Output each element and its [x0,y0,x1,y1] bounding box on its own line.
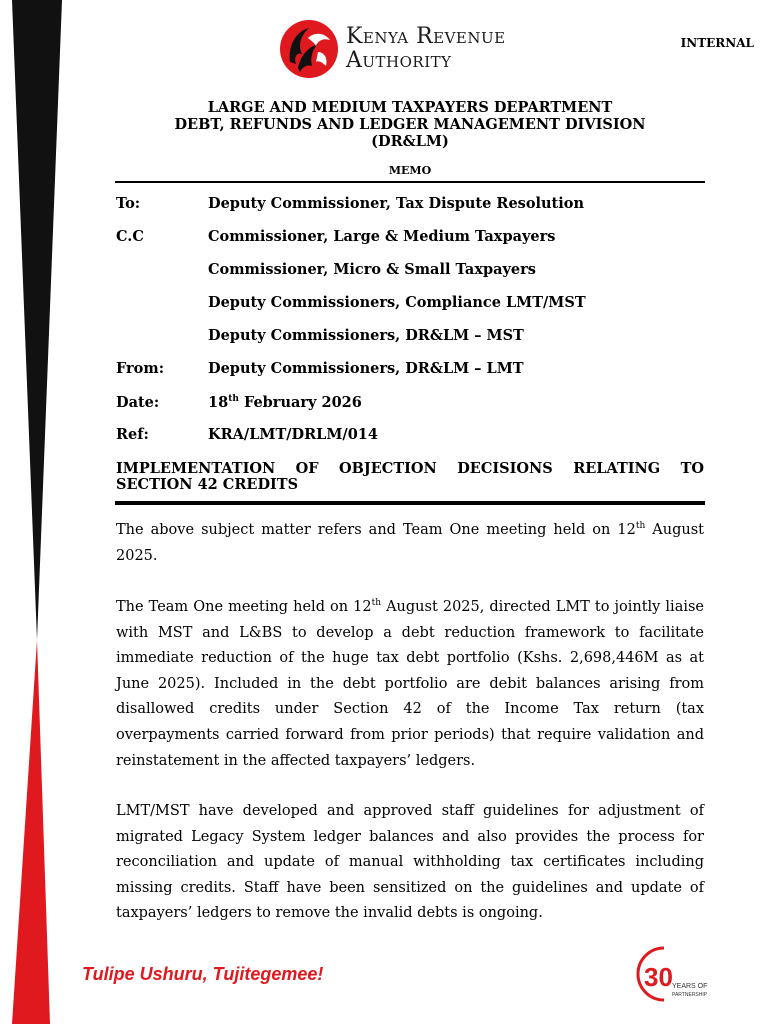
memo-heading: MEMO [388,164,432,177]
body-paragraph-2 [116,595,704,774]
to-value: Deputy Commissioner, Tax Dispute Resolution [208,195,584,212]
cc-label: C.C [116,228,144,245]
cc-value-4: Deputy Commissioners, DR&LM – MST [208,327,524,344]
logo-line-2: Authority [346,48,452,73]
p2-text-a: The Team One meeting held on 12 [116,599,372,615]
ref-label: Ref: [116,426,149,443]
badge-number: 30 [644,962,673,992]
footer-slogan: Tulipe Ushuru, Tujitegemee! [82,964,324,984]
from-label: From: [116,360,165,377]
subject-divider [115,501,705,505]
badge-text-1: YEARS OF [672,983,708,990]
cc-value-3: Deputy Commissioners, Compliance LMT/MST [208,294,586,311]
p2-ordinal: th [371,598,382,609]
cc-value-2: Commissioner, Micro & Small Taxpayers [208,261,536,278]
date-day: 18 [208,394,229,411]
left-decorative-stripe [0,0,70,1024]
body-paragraph-3: LMT/MST have developed and approved staff guidelines for adjustment of migrated Legacy System ledger balances and also provides the process for reconciliation and update of manual withholding tax certificates including missing credits. Staff have been sensitized on the guidelines and update of taxpayers’ ledgers to remove the invalid debts is ongoing. [116,803,704,922]
from-value: Deputy Commissioners, DR&LM – LMT [208,360,524,377]
kra-logo [278,18,506,80]
memo-subject: IMPLEMENTATION OF OBJECTION DECISIONS RELATING TO SECTION 42 CREDITS [116,460,704,493]
header-divider [115,181,705,183]
date-ordinal: th [228,394,239,405]
p1-text-b: August 2025. [116,522,704,564]
date-label: Date: [116,394,160,411]
p2-text-b: August 2025, directed LMT to jointly liaise with MST and L&BS to develop a debt reduction framework to facilitate immediate reduction of the huge tax debt portfolio (Kshs. 2,698,446M as at June 2025). Included in the debt portfolio are debit balances arising from disallowed credits under Section 42 of the Income Tax return (tax overpayments carried forward from prior periods) that require validation and reinstatement in the affected taxpayers’ ledgers. [116,599,705,769]
division-abbreviation: (DR&LM) [371,133,449,150]
badge-text-2: PARTNERSHIP [672,992,708,998]
p1-ordinal: th [635,521,646,532]
classification-label: INTERNAL [680,36,754,50]
to-label: To: [116,195,141,212]
logo-line-1: Kenya Revenue [346,24,506,49]
lion-head-icon [278,18,340,80]
p1-text-a: The above subject matter refers and Team One meeting held on 12 [116,522,636,538]
cc-value-1: Commissioner, Large & Medium Taxpayers [208,228,556,245]
ref-value: KRA/LMT/DRLM/014 [208,426,378,443]
division-title: DEBT, REFUNDS AND LEDGER MANAGEMENT DIVISION [174,116,646,133]
date-month-year: February 2026 [238,394,362,411]
body-paragraph-1 [116,518,704,569]
thirty-years-badge [634,944,714,1004]
date-value [208,394,362,412]
department-title: LARGE AND MEDIUM TAXPAYERS DEPARTMENT [207,99,613,116]
